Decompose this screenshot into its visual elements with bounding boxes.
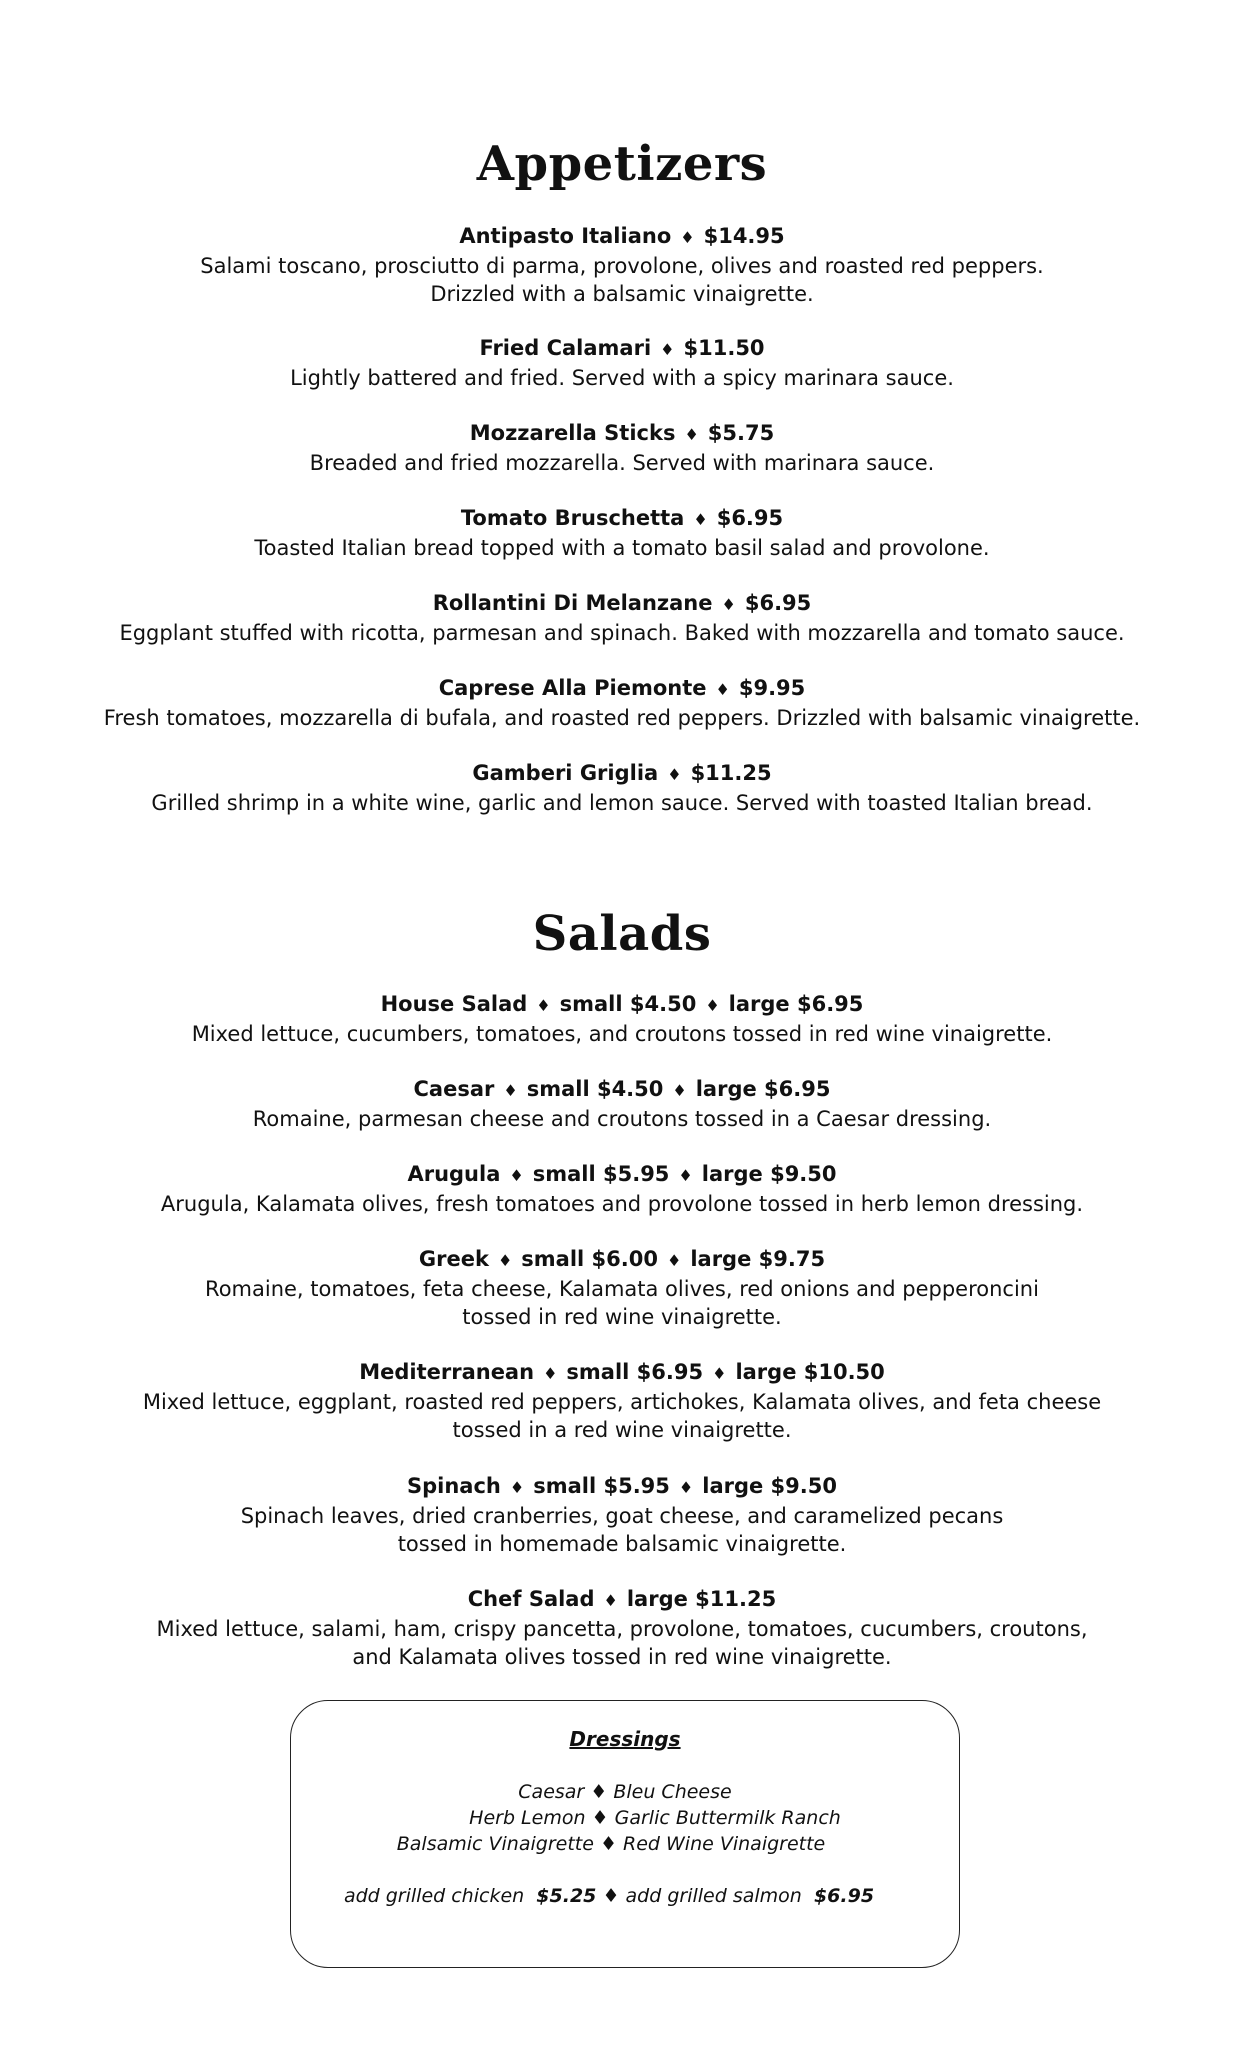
item-description: Breaded and fried mozzarella. Served with marinara sauce.	[309, 451, 935, 475]
item-description: tossed in red wine vinaigrette.	[462, 1305, 782, 1329]
item-description: Mixed lettuce, eggplant, roasted red peppers, artichokes, Kalamata olives, and feta cheese	[142, 1390, 1102, 1414]
item-price-large: large $6.95	[695, 1077, 831, 1101]
item-price-small: small $5.95	[533, 1474, 670, 1498]
item-price: $11.50	[683, 336, 765, 360]
diamond-icon: ♦	[678, 1166, 693, 1185]
item-description: Romaine, tomatoes, feta cheese, Kalamata olives, red onions and pepperoncini	[205, 1277, 1039, 1301]
item-description: Arugula, Kalamata olives, fresh tomatoes and provolone tossed in herb lemon dressing.	[160, 1192, 1084, 1216]
item-price: $11.25	[690, 761, 772, 785]
item-name: Mediterranean	[359, 1360, 535, 1384]
item-description: Eggplant stuffed with ricotta, parmesan and spinach. Baked with mozzarella and tomato sauce.	[119, 621, 1125, 645]
item-price: $5.75	[707, 421, 775, 445]
item-price-small: small $6.00	[521, 1247, 658, 1271]
diamond-icon: ♦	[705, 996, 720, 1015]
item-description: Mixed lettuce, salami, ham, crispy pancetta, provolone, tomatoes, cucumbers, croutons,	[156, 1617, 1088, 1641]
menu-item	[0, 1160, 1244, 1218]
diamond-icon: ♦	[721, 595, 736, 614]
item-description: Romaine, parmesan cheese and croutons tossed in a Caesar dressing.	[252, 1107, 992, 1131]
diamond-icon: ♦	[712, 1364, 727, 1383]
item-price-small: small $4.50	[526, 1077, 664, 1101]
item-price: $14.95	[703, 224, 785, 248]
item-name: Chef Salad	[467, 1587, 595, 1611]
menu-item	[0, 419, 1244, 477]
item-description: Grilled shrimp in a white wine, garlic and lemon sauce. Served with toasted Italian bread.	[151, 791, 1093, 815]
diamond-icon: ♦	[684, 425, 699, 444]
addon-salmon-price: $6.95	[813, 1885, 875, 1907]
diamond-icon: ♦	[693, 510, 708, 529]
dressings-title: Dressings	[569, 1727, 681, 1751]
item-description: Toasted Italian bread topped with a tomato basil salad and provolone.	[254, 536, 990, 560]
item-description: tossed in homemade balsamic vinaigrette.	[397, 1532, 847, 1556]
item-description: tossed in a red wine vinaigrette.	[452, 1418, 792, 1442]
menu-item	[0, 1075, 1244, 1133]
item-name: Tomato Bruschetta	[460, 506, 685, 530]
item-price-small: small $5.95	[532, 1162, 670, 1186]
menu-item	[0, 334, 1244, 392]
item-price-large: large $9.75	[690, 1247, 826, 1271]
addon-chicken-price: $5.25	[536, 1885, 597, 1907]
diamond-icon: ♦	[503, 1081, 518, 1100]
item-description: Drizzled with a balsamic vinaigrette.	[430, 282, 814, 306]
appetizers-title: Appetizers	[476, 136, 768, 192]
item-price-large: large $11.25	[626, 1587, 777, 1611]
item-price-small: small $6.95	[566, 1360, 704, 1384]
menu-item	[0, 1585, 1244, 1671]
dressings-line: Balsamic Vinaigrette ♦ Red Wine Vinaigrette	[396, 1833, 826, 1855]
addon-line	[275, 1883, 943, 1909]
dressings-line: Caesar ♦ Bleu Cheese	[518, 1781, 732, 1803]
menu-item	[0, 589, 1244, 647]
item-description: Salami toscano, prosciutto di parma, provolone, olives and roasted red peppers.	[200, 254, 1044, 278]
item-name: House Salad	[380, 992, 528, 1016]
diamond-icon: ♦	[666, 1251, 682, 1270]
diamond-icon: ♦	[543, 1364, 558, 1383]
diamond-icon: ♦	[603, 1591, 618, 1610]
item-name: Gamberi Griglia	[472, 761, 659, 785]
addon-chicken-label: add grilled chicken	[343, 1885, 525, 1907]
menu-item	[0, 674, 1244, 732]
item-price-large: large $10.50	[735, 1360, 885, 1384]
item-name: Fried Calamari	[479, 336, 652, 360]
diamond-icon: ♦	[715, 680, 730, 699]
item-name: Antipasto Italiano	[459, 224, 672, 248]
item-name: Arugula	[407, 1162, 501, 1186]
menu-item	[0, 990, 1244, 1048]
item-description: Fresh tomatoes, mozzarella di bufala, and roasted red peppers. Drizzled with balsamic vinaigrette.	[103, 706, 1141, 730]
diamond-icon: ♦	[680, 228, 695, 247]
item-name: Rollantini Di Melanzane	[432, 591, 713, 615]
item-price-small: small $4.50	[559, 992, 697, 1016]
item-name: Caesar	[413, 1077, 495, 1101]
dressings-line: Herb Lemon ♦ Garlic Buttermilk Ranch	[469, 1807, 841, 1829]
diamond-icon: ♦	[672, 1081, 687, 1100]
item-price-large: large $9.50	[701, 1162, 837, 1186]
diamond-icon: ♦	[602, 1885, 620, 1907]
item-name: Spinach	[407, 1474, 501, 1498]
item-price-large: large $9.50	[702, 1474, 837, 1498]
item-price: $6.95	[716, 506, 784, 530]
item-name: Mozzarella Sticks	[469, 421, 676, 445]
diamond-icon: ♦	[536, 996, 551, 1015]
diamond-icon: ♦	[678, 1478, 694, 1497]
menu-item	[0, 1245, 1244, 1331]
menu-item	[0, 1358, 1244, 1444]
menu-item	[0, 504, 1244, 562]
diamond-icon: ♦	[497, 1251, 513, 1270]
diamond-icon: ♦	[667, 765, 682, 784]
item-price: $6.95	[744, 591, 812, 615]
addon-salmon-label: add grilled salmon	[625, 1885, 802, 1907]
item-name: Caprese Alla Piemonte	[438, 676, 707, 700]
item-name: Greek	[418, 1247, 489, 1271]
menu-item	[0, 759, 1244, 817]
diamond-icon: ♦	[509, 1166, 524, 1185]
item-price-large: large $6.95	[728, 992, 864, 1016]
item-description: Spinach leaves, dried cranberries, goat cheese, and caramelized pecans	[240, 1504, 1004, 1528]
item-description: and Kalamata olives tossed in red wine vinaigrette.	[352, 1645, 892, 1669]
diamond-icon: ♦	[660, 340, 675, 359]
item-description: Mixed lettuce, cucumbers, tomatoes, and croutons tossed in red wine vinaigrette.	[191, 1022, 1053, 1046]
dressings-box	[290, 1700, 960, 1968]
menu-item	[0, 1472, 1244, 1558]
salads-title: Salads	[532, 906, 712, 962]
item-description: Lightly battered and fried. Served with a spicy marinara sauce.	[290, 366, 954, 390]
diamond-icon: ♦	[509, 1478, 525, 1497]
menu-item	[0, 222, 1244, 308]
item-price: $9.95	[738, 676, 806, 700]
